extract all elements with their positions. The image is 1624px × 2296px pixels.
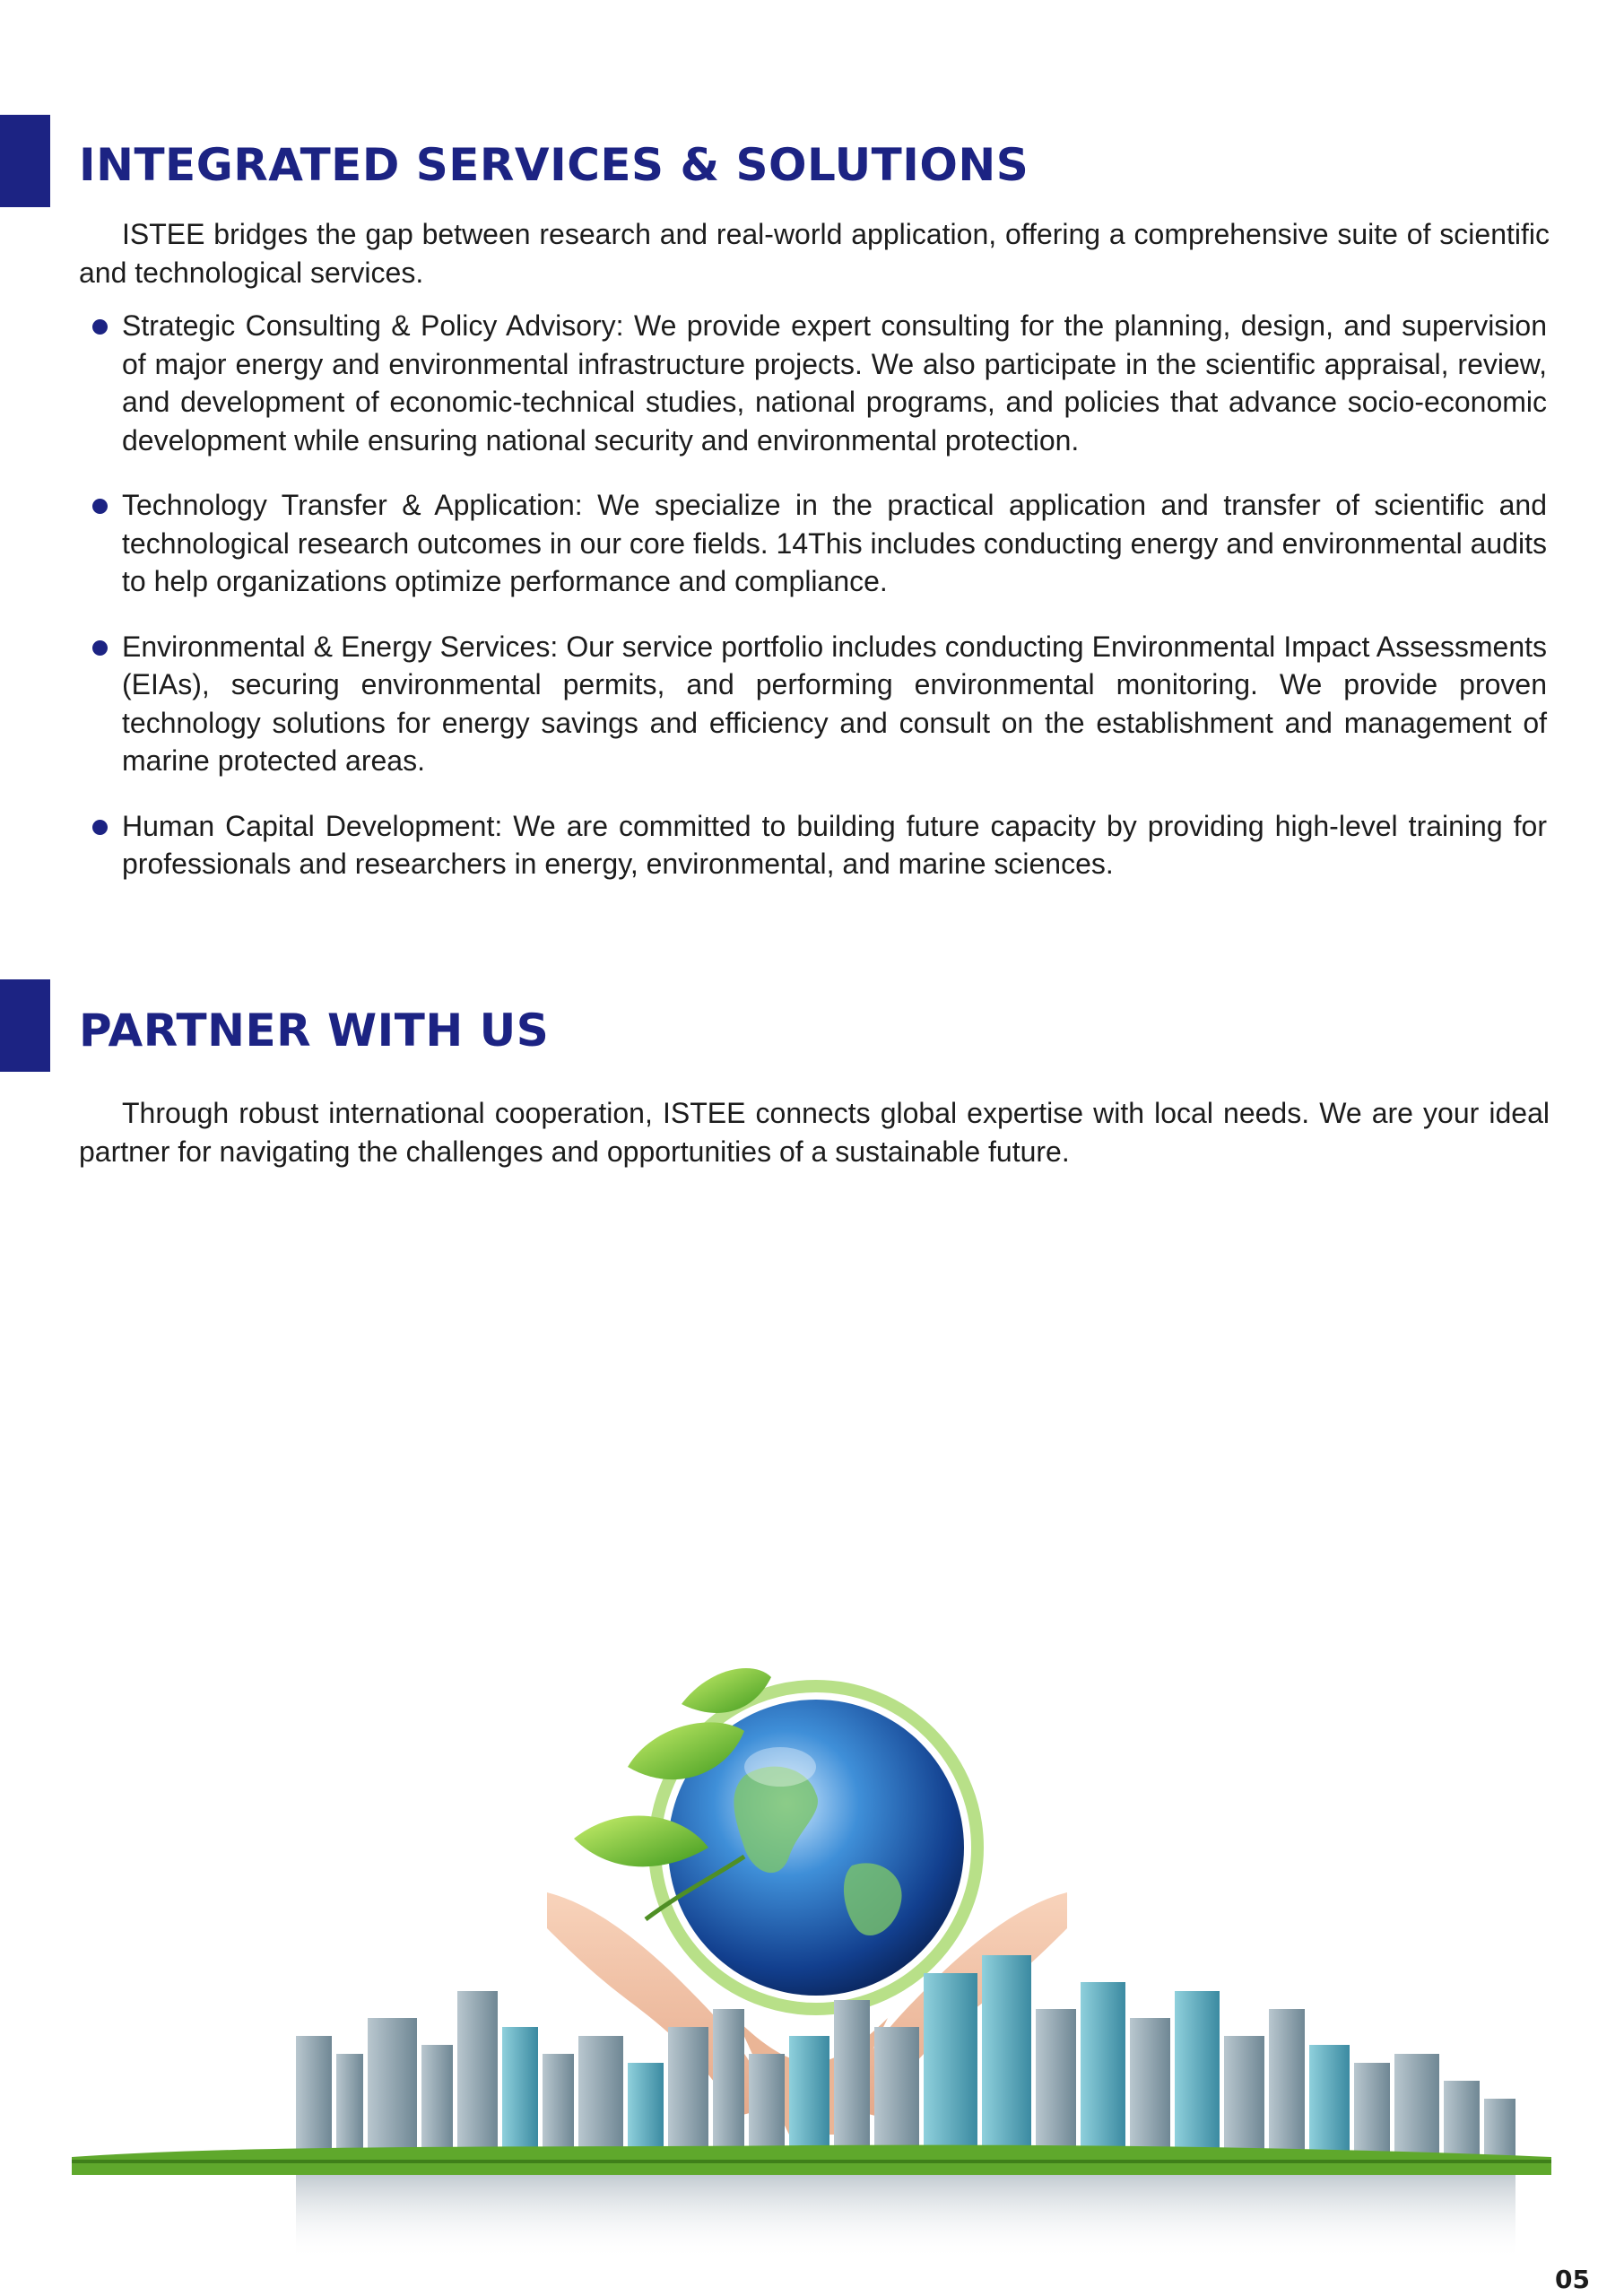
list-item-text: Human Capital Development: We are committed to building future capacity by providing high-level training for professionals and researchers in energy, environmental, and marine sciences.	[122, 809, 1547, 880]
bullet-icon	[92, 319, 108, 335]
section-accent-bar	[0, 115, 50, 207]
services-list	[92, 307, 1547, 910]
list-item-text: Strategic Consulting & Policy Advisory: We provide expert consulting for the planning, design, and supervision of major energy and environmental infrastructure projects. We also participate in the scientific appraisal, review, and development of economic-technical studies, national programs, and policies that advance socio-economic development while ensuring national security and environmental protection.	[122, 309, 1547, 457]
services-intro: ISTEE bridges the gap between research and real-world application, offering a comprehensive suite of scientific and technological services.	[79, 218, 1550, 289]
section-title-partner: PARTNER WITH US	[79, 1004, 550, 1057]
list-item	[92, 807, 1547, 883]
list-item-text: Technology Transfer & Application: We specialize in the practical application and transfer of scientific and technological research outcomes in our core fields. 14This includes conducting energy and environmental audits to help organizations optimize performance and compliance.	[122, 489, 1547, 597]
bullet-icon	[92, 640, 108, 656]
section-title-services: INTEGRATED SERVICES & SOLUTIONS	[79, 139, 1029, 191]
list-item	[92, 307, 1547, 459]
list-item-text: Environmental & Energy Services: Our service portfolio includes conducting Environmental Impact Assessments (EIAs), securing environmental permits, and performing environmental monitoring. We provide proven technology solutions for energy savings and efficiency and consult on the establishment and management of marine protected areas.	[122, 630, 1547, 777]
bullet-icon	[92, 499, 108, 514]
sustainability-illustration	[0, 1632, 1624, 2260]
page-number: 05	[1555, 2265, 1590, 2294]
list-item	[92, 628, 1547, 780]
partner-body: Through robust international cooperation, ISTEE connects global expertise with local needs. We are your ideal partner for navigating the challenges and opportunities of a sustainable future.	[79, 1097, 1550, 1168]
list-item	[92, 486, 1547, 601]
section-accent-bar	[0, 979, 50, 1072]
bullet-icon	[92, 820, 108, 835]
